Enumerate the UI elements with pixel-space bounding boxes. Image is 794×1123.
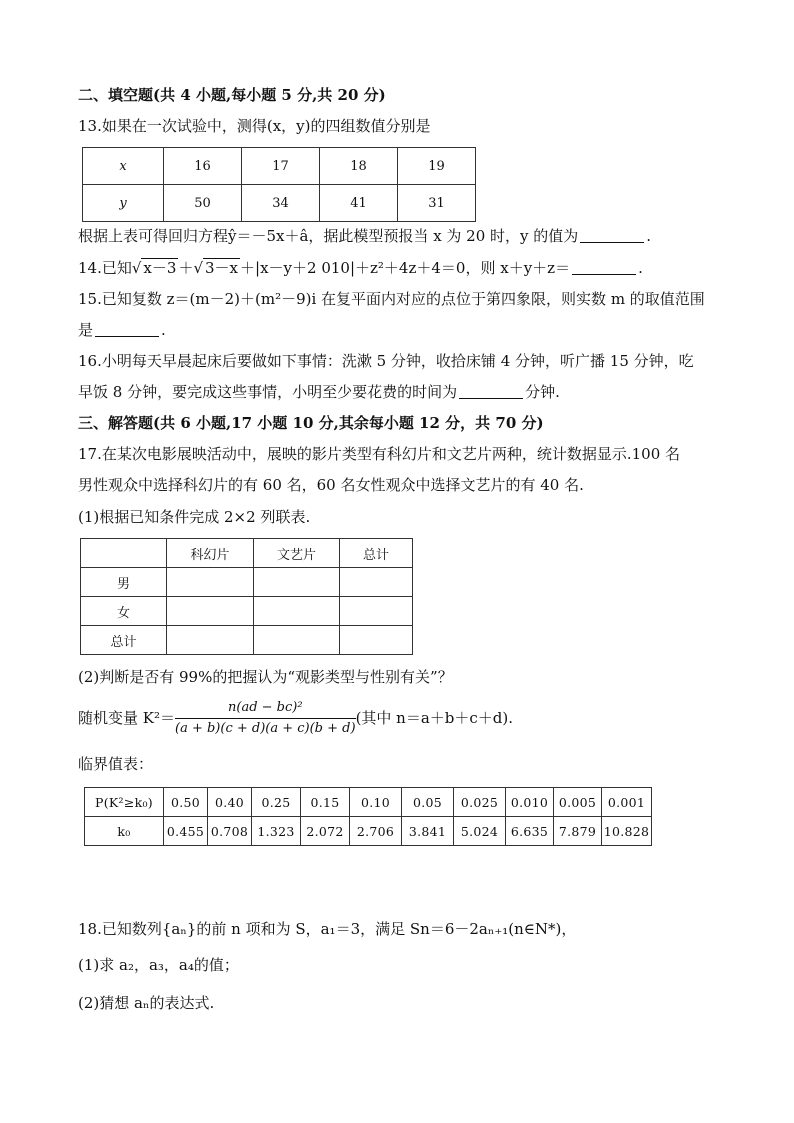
question-13-intro: 13.如果在一次试验中，测得(x，y)的四组数值分别是 (78, 117, 431, 135)
question-17-part2: (2)判断是否有 99%的把握认为“观影类型与性别有关”？ (78, 668, 453, 686)
table-cell (167, 597, 254, 626)
table-cell: 总计 (340, 539, 413, 568)
table-cell: 0.50 (164, 788, 208, 817)
question-15-line2 (78, 321, 166, 340)
table-cell: x (83, 148, 164, 185)
q16-text: 早饭 8 分钟，要完成这些事情，小明至少要花费的时间为 (78, 383, 458, 401)
q15-end: . (161, 321, 166, 339)
table-cell: 34 (242, 185, 320, 222)
table-cell: 41 (320, 185, 398, 222)
q14-prefix: 14.已知 (78, 259, 132, 277)
table-cell: 18 (320, 148, 398, 185)
q13-text: 根据上表可得回归方程ŷ＝－5x＋â，据此模型预报当 x 为 20 时，y 的值为 (78, 227, 579, 245)
table-row (81, 597, 413, 626)
answer-blank (459, 384, 523, 399)
k-squared-formula (78, 700, 513, 738)
table-cell: 0.05 (402, 788, 454, 817)
q14-radicand-2: 3－x (205, 259, 239, 277)
table-cell (81, 539, 167, 568)
q14-end: . (638, 259, 643, 277)
table-cell: y (83, 185, 164, 222)
table-cell: 31 (398, 185, 476, 222)
table-cell: 文艺片 (254, 539, 340, 568)
question-18-line1: 18.已知数列{aₙ}的前 n 项和为 S，a₁＝3，满足 Sn＝6－2aₙ₊₁(n∈N*)， (78, 920, 577, 938)
table-cell: 17 (242, 148, 320, 185)
formula-denominator: (a + b)(c + d)(a + c)(b + d) (175, 721, 356, 737)
question-15-line1: 15.已知复数 z＝(m－2)＋(m²－9)i 在复平面内对应的点位于第四象限，则实数 m 的取值范围 (78, 290, 705, 308)
table-cell (167, 626, 254, 655)
table-row (81, 626, 413, 655)
table-row (85, 817, 652, 846)
table-cell: P(K²≥k₀) (85, 788, 164, 817)
table-cell: 1.323 (252, 817, 301, 846)
question-14 (78, 258, 643, 278)
question-16-line2 (78, 383, 560, 402)
question-18-part2: (2)猜想 aₙ的表达式. (78, 994, 215, 1012)
table-cell: 0.455 (164, 817, 208, 846)
formula-prefix: 随机变量 K²＝ (78, 708, 175, 727)
table-cell: 男 (81, 568, 167, 597)
table-cell (167, 568, 254, 597)
q14-rest: ＋|x－y＋2 010|＋z²＋4z＋4＝0，则 x＋y＋z＝ (240, 259, 571, 277)
table-cell: 女 (81, 597, 167, 626)
q14-radicand-1: x－3 (143, 259, 177, 277)
formula-fraction (175, 700, 356, 738)
question-17-line1: 17.在某次电影展映活动中，展映的影片类型有科幻片和文艺片两种，统计数据显示.100 名 (78, 445, 681, 463)
table-cell (254, 626, 340, 655)
formula-numerator: n(ad − bc)² (175, 700, 356, 719)
question-17-line2: 男性观众中选择科幻片的有 60 名，60 名女性观众中选择文艺片的有 40 名. (78, 476, 584, 494)
table-cell (340, 568, 413, 597)
table-row (81, 568, 413, 597)
table-cell: 0.025 (454, 788, 506, 817)
table-cell (254, 597, 340, 626)
section-heading-solutions: 三、解答题(共 6 小题,17 小题 10 分,其余每小题 12 分，共 70 分) (78, 414, 544, 432)
table-row (83, 148, 476, 185)
answer-blank (572, 260, 636, 275)
table-cell: 6.635 (506, 817, 554, 846)
table-cell: 3.841 (402, 817, 454, 846)
table-cell: 0.10 (350, 788, 402, 817)
formula-suffix: (其中 n＝a＋b＋c＋d). (355, 708, 514, 727)
table-cell: 0.005 (554, 788, 602, 817)
table-row (83, 185, 476, 222)
table-cell: 科幻片 (167, 539, 254, 568)
answer-blank (580, 228, 644, 243)
q14-plus: ＋ (178, 259, 194, 277)
table-cell: 2.072 (301, 817, 350, 846)
table-cell: 0.25 (252, 788, 301, 817)
question-18-part1: (1)求 a₂，a₃，a₄的值； (78, 956, 239, 974)
table-cell: 总计 (81, 626, 167, 655)
table-cell: 0.708 (208, 817, 252, 846)
table-cell (254, 568, 340, 597)
answer-blank (95, 322, 159, 337)
table-cell: 10.828 (602, 817, 652, 846)
table-cell: 2.706 (350, 817, 402, 846)
table-cell: 16 (164, 148, 242, 185)
table-cell (340, 597, 413, 626)
contingency-table (80, 538, 413, 655)
q13-end: . (646, 227, 652, 245)
q16-end: 分钟. (525, 383, 560, 401)
critical-value-table (84, 787, 652, 846)
table-cell (340, 626, 413, 655)
q15-text: 是 (78, 321, 94, 339)
table-cell: 0.40 (208, 788, 252, 817)
table-cell: 0.010 (506, 788, 554, 817)
table-row (85, 788, 652, 817)
table-cell: k₀ (85, 817, 164, 846)
table-cell: 0.001 (602, 788, 652, 817)
question-17-part1: (1)根据已知条件完成 2×2 列联表. (78, 508, 311, 526)
critical-value-label: 临界值表： (78, 755, 154, 773)
table-cell: 7.879 (554, 817, 602, 846)
table-cell: 0.15 (301, 788, 350, 817)
table-cell: 19 (398, 148, 476, 185)
sqrt-icon: √ (193, 259, 204, 277)
section-heading-fill-in: 二、填空题(共 4 小题,每小题 5 分,共 20 分) (78, 86, 386, 104)
table-row (81, 539, 413, 568)
table-cell: 5.024 (454, 817, 506, 846)
table-cell: 50 (164, 185, 242, 222)
sqrt-icon: √ (131, 259, 142, 277)
q13-data-table (82, 147, 476, 222)
question-16-line1: 16.小明每天早晨起床后要做如下事情：洗漱 5 分钟，收拾床铺 4 分钟，听广播 15 分钟，吃 (78, 352, 694, 370)
question-13-text (78, 227, 651, 246)
